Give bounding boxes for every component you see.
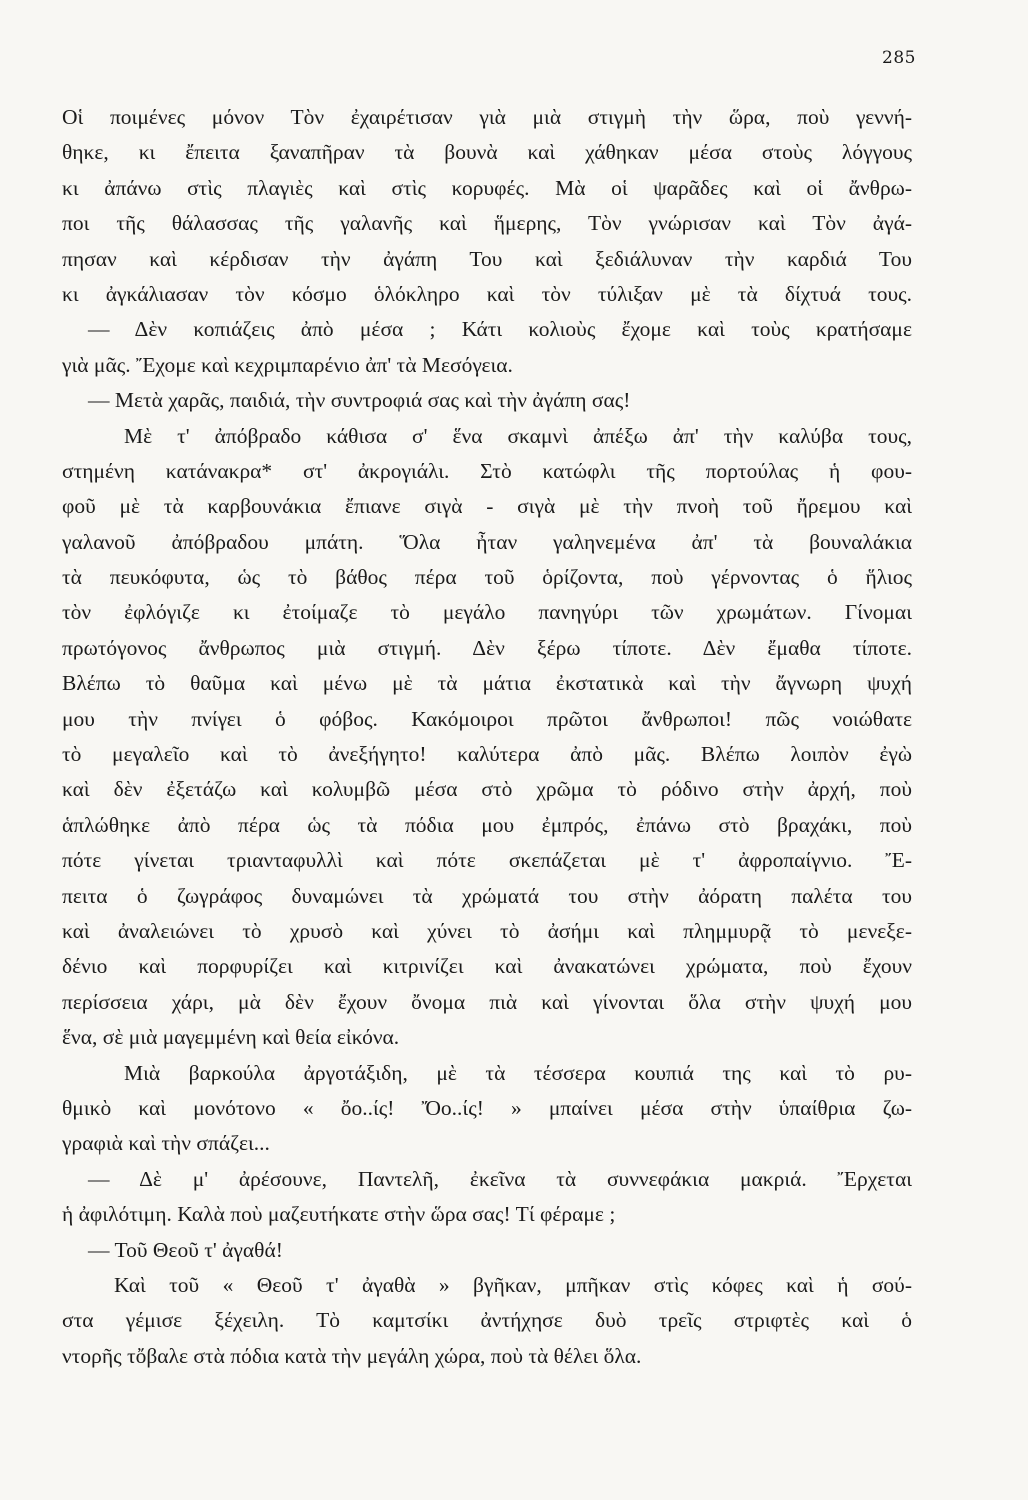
text-line: ντορῆς τὄβαλε στὰ πόδια κατὰ τὴν μεγάλη χώρα, ποὺ τὰ θέλει ὅλα. xyxy=(62,1343,642,1368)
text-line: — Δὲ μ' ἀρέσουνε, Παντελῆ, ἐκεῖνα τὰ συννεφάκια μακριά. Ἔρχεται xyxy=(88,1166,912,1191)
text-line: γραφιὰ καὶ τὴν σπάζει... xyxy=(62,1131,270,1156)
text-line: κι ἀπάνω στὶς πλαγιὲς καὶ στὶς κορυφές. Μὰ οἱ ψαρᾶδες καὶ οἱ ἄνθρω- xyxy=(62,175,912,200)
text-line: καὶ δὲν ἐξετάζω καὶ κολυμβῶ μέσα στὸ χρῶμα τὸ ρόδινο στὴν ἀρχή, ποὺ xyxy=(62,777,912,802)
text-line: ἁπλώθηκε ἀπὸ πέρα ὡς τὰ πόδια μου ἐμπρός, ἐπάνω στὸ βραχάκι, ποὺ xyxy=(62,812,912,837)
text-line: κι ἀγκάλιασαν τὸν κόσμο ὁλόκληρο καὶ τὸν τύλιξαν μὲ τὰ δίχτυά τους. xyxy=(62,281,912,306)
text-line: φοῦ μὲ τὰ καρβουνάκια ἔπιανε σιγὰ - σιγὰ μὲ τὴν πνοὴ τοῦ ἤρεμου καὶ xyxy=(62,494,912,519)
text-line: πειτα ὁ ζωγράφος δυναμώνει τὰ χρώματά του στὴν ἀόρατη παλέτα του xyxy=(62,883,912,908)
text-line: θηκε, κι ἔπειτα ξαναπῆραν τὰ βουνὰ καὶ χάθηκαν μέσα στοὺς λόγγους xyxy=(62,140,912,165)
text-line: Οἱ ποιμένες μόνον Τὸν ἐχαιρέτισαν γιὰ μιὰ στιγμὴ τὴν ὥρα, ποὺ γεννή- xyxy=(62,105,912,129)
text-line: ποι τῆς θάλασσας τῆς γαλανῆς καὶ ἥμερης, Τὸν γνώρισαν καὶ Τὸν ἀγά- xyxy=(62,211,912,236)
text-line: γιὰ μᾶς. Ἔχομε καὶ κεχριμπαρένιο ἀπ' τὰ Μεσόγεια. xyxy=(62,352,513,377)
text-line: δένιο καὶ πορφυρίζει καὶ κιτρινίζει καὶ ἀνακατώνει χρώματα, ποὺ ἔχουν xyxy=(62,954,912,979)
text-line: Μιὰ βαρκούλα ἀργοτάξιδη, μὲ τὰ τέσσερα κουπιά της καὶ τὸ ρυ- xyxy=(124,1060,912,1085)
text-line: γαλανοῦ ἀπόβραδου μπάτη. Ὅλα ἦταν γαληνεμένα ἀπ' τὰ βουναλάκια xyxy=(62,529,912,554)
text-line: καὶ ἀναλειώνει τὸ χρυσὸ καὶ χύνει τὸ ἀσήμι καὶ πλημμυρᾷ τὸ μενεξε- xyxy=(62,918,912,943)
text-line: Καὶ τοῦ « Θεοῦ τ' ἀγαθὰ » βγῆκαν, μπῆκαν στὶς κόφες καὶ ἡ σού- xyxy=(114,1272,912,1297)
text-line: θμικὸ καὶ μονότονο « ὄο..ίς! Ὄο..ίς! » μπαίνει μέσα στὴν ὑπαίθρια ζω- xyxy=(62,1095,912,1120)
text-line: Μὲ τ' ἀπόβραδο κάθισα σ' ἕνα σκαμνὶ ἀπέξω ἀπ' τὴν καλύβα τους, xyxy=(124,423,912,448)
text-line: — Δὲν κοπιάζεις ἀπὸ μέσα ; Κάτι κολιοὺς ἔχομε καὶ τοὺς κρατήσαμε xyxy=(88,317,912,342)
text-line: ἡ ἀφιλότιμη. Καλὰ ποὺ μαζευτήκατε στὴν ὥρα σας! Τί φέραμε ; xyxy=(62,1202,616,1227)
text-line: τὰ πευκόφυτα, ὡς τὸ βάθος πέρα τοῦ ὁρίζοντα, ποὺ γέρνοντας ὁ ἥλιος xyxy=(62,565,912,590)
page-number: 285 xyxy=(882,48,916,68)
text-line: πησαν καὶ κέρδισαν τὴν ἀγάπη Του καὶ ξεδιάλυναν τὴν καρδιά Του xyxy=(62,246,912,271)
text-line: στημένη κατάνακρα* στ' ἀκρογιάλι. Στὸ κατώφλι τῆς πορτούλας ἡ φου- xyxy=(62,458,912,483)
text-line: περίσσεια χάρι, μὰ δὲν ἔχουν ὄνομα πιὰ καὶ γίνονται ὅλα στὴν ψυχή μου xyxy=(62,989,912,1014)
text-line: στα γέμισε ξέχειλη. Τὸ καμτσίκι ἀντήχησε δυὸ τρεῖς στριφτὲς καὶ ὁ xyxy=(62,1308,912,1333)
body-text xyxy=(62,100,912,1374)
text-line: τὸ μεγαλεῖο καὶ τὸ ἀνεξήγητο! καλύτερα ἀπὸ μᾶς. Βλέπω λοιπὸν ἐγὼ xyxy=(62,742,912,767)
text-line: τὸν ἐφλόγιζε κι ἐτοίμαζε τὸ μεγάλο πανηγύρι τῶν χρωμάτων. Γίνομαι xyxy=(62,600,912,625)
text-line: μου τὴν πνίγει ὁ φόβος. Κακόμοιροι πρῶτοι ἄνθρωποι! πῶς νοιώθατε xyxy=(62,706,912,731)
text-line: — Τοῦ Θεοῦ τ' ἀγαθά! xyxy=(88,1237,283,1262)
text-line: ἕνα, σὲ μιὰ μαγεμμένη καὶ θεία εἰκόνα. xyxy=(62,1025,400,1050)
text-line: — Μετὰ χαρᾶς, παιδιά, τὴν συντροφιά σας καὶ τὴν ἀγάπη σας! xyxy=(88,388,631,413)
text-line: πότε γίνεται τριανταφυλλὶ καὶ πότε σκεπάζεται μὲ τ' ἀφροπαίγνιο. Ἔ- xyxy=(62,848,912,873)
text-line: Βλέπω τὸ θαῦμα καὶ μένω μὲ τὰ μάτια ἐκστατικὰ καὶ τὴν ἄγνωρη ψυχή xyxy=(62,671,912,696)
text-line: πρωτόγονος ἄνθρωπος μιὰ στιγμή. Δὲν ξέρω τίποτε. Δὲν ἔμαθα τίποτε. xyxy=(62,635,912,660)
